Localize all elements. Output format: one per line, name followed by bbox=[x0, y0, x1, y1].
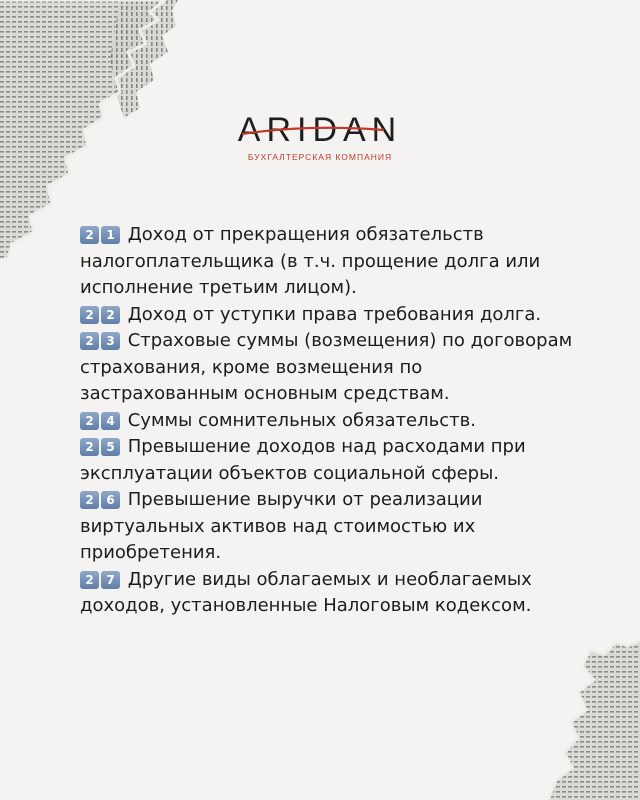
keycap-digit-icon: 2 bbox=[80, 412, 99, 430]
keycap-digit-icon: 2 bbox=[101, 306, 120, 324]
keycap-digit-icon: 2 bbox=[80, 226, 99, 244]
list-item-text: Суммы сомнительных обязательств. bbox=[127, 409, 476, 431]
list-item-text: Превышение доходов над расходами при эксплуатации объектов социальной сферы. bbox=[80, 436, 526, 484]
list-item bbox=[80, 408, 580, 435]
keycap-digit-icon: 2 bbox=[80, 306, 99, 324]
list-item bbox=[80, 302, 580, 329]
list-item bbox=[80, 222, 580, 302]
keycap-digit-icon: 1 bbox=[101, 226, 120, 244]
keycap-digit-icon: 5 bbox=[101, 438, 120, 456]
list-item bbox=[80, 567, 580, 620]
keycap-digit-icon: 3 bbox=[101, 332, 120, 350]
list-item-text: Другие виды облагаемых и необлагаемых доходов, установленные Налоговым кодексом. bbox=[80, 568, 532, 616]
keycap-digit-icon: 4 bbox=[101, 412, 120, 430]
keycap-digit-icon: 2 bbox=[80, 571, 99, 589]
torn-newspaper-bottom-right bbox=[520, 640, 640, 800]
list-item-text: Доход от уступки права требования долга. bbox=[127, 303, 542, 325]
brand-subtitle: БУХГАЛТЕРСКАЯ КОМПАНИЯ bbox=[247, 152, 393, 162]
brand-name: ARIDAN bbox=[237, 111, 403, 149]
company-logo bbox=[0, 110, 640, 162]
logo-swoosh-icon bbox=[238, 124, 388, 138]
keycap-digit-icon: 2 bbox=[80, 438, 99, 456]
keycap-digit-icon: 7 bbox=[101, 571, 120, 589]
income-list bbox=[80, 222, 580, 620]
keycap-digit-icon: 2 bbox=[80, 332, 99, 350]
list-item-text: Доход от прекращения обязательств налогоплательщика (в т.ч. прощение долга или исполнение третьим лицом). bbox=[80, 224, 541, 298]
list-item bbox=[80, 434, 580, 487]
keycap-digit-icon: 2 bbox=[80, 491, 99, 509]
list-item-text: Превышение выручки от реализации виртуальных активов над стоимостью их приобретения. bbox=[80, 489, 483, 563]
list-item-text: Страховые суммы (возмещения) по договорам страхования, кроме возмещения по застрахованным основным средствам. bbox=[80, 330, 573, 404]
list-item bbox=[80, 328, 580, 408]
list-item bbox=[80, 487, 580, 567]
keycap-digit-icon: 6 bbox=[101, 491, 120, 509]
